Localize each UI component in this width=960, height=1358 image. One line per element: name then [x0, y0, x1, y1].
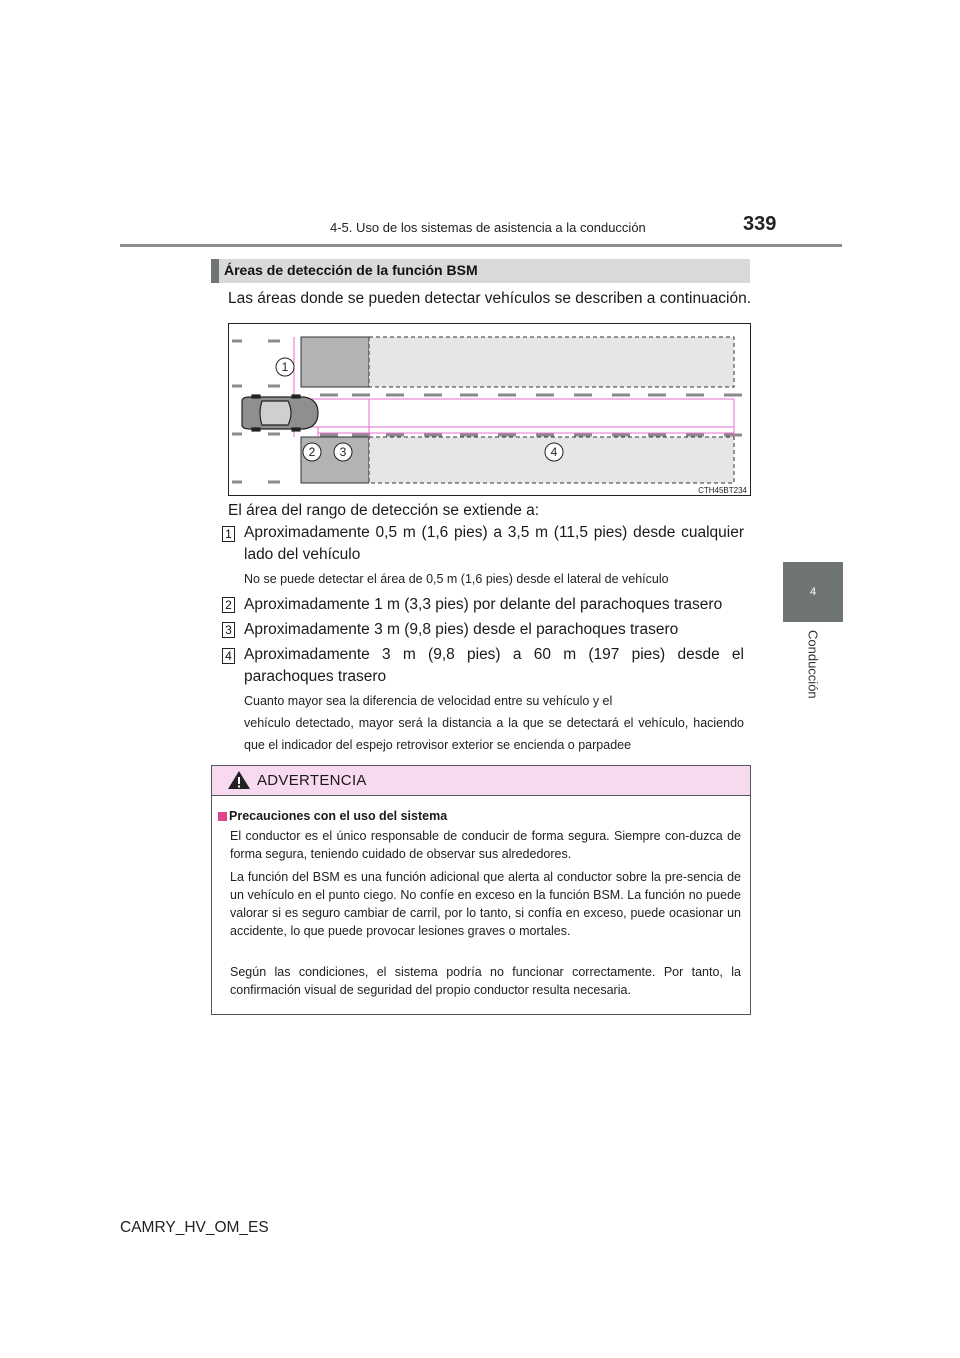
item-2-number: 2 [222, 597, 235, 613]
svg-text:4: 4 [550, 445, 558, 459]
marker-2 [303, 443, 321, 461]
zone-near-left [301, 337, 369, 387]
item-4-note-line-1: Cuanto mayor sea la diferencia de velocidad entre su vehículo y el [244, 694, 613, 708]
item-2-text: Aproximadamente 1 m (3,3 pies) por delante del parachoques trasero [244, 596, 723, 613]
item-1-note: No se puede detectar el área de 0,5 m (1,6 pies) desde el lateral de vehículo [244, 572, 669, 586]
warning-bullet-square-icon [218, 812, 227, 821]
figure-code: CTH45BT234 [698, 486, 747, 495]
chapter-tab [783, 562, 843, 622]
range-intro: El área del rango de detección se extiende a: [228, 502, 540, 519]
warning-paragraph-1: El conductor es el único responsable de conducir de forma segura. Siempre con-duzca de forma segura, teniendo cuidado de observar sus alrededores. [230, 829, 741, 861]
item-1-number: 1 [222, 526, 235, 542]
chapter-label: Conducción [805, 630, 821, 699]
item-3-text: Aproximadamente 3 m (9,8 pies) desde el parachoques trasero [244, 621, 679, 638]
warning-triangle-icon [227, 770, 251, 790]
page-number: 339 [743, 213, 777, 235]
warning-paragraph-3: Según las condiciones, el sistema podría no funcionar correctamente. Por tanto, la confirmación visual de seguridad del propio conductor resulta necesaria. [230, 965, 741, 997]
item-4-note-line-2: vehículo detectado, mayor será la distancia a la que se detectará el vehículo, haciendo que el indicador del espejo retrovisor exterior se encienda o parpadee [244, 716, 744, 752]
section-intro: Las áreas donde se pueden detectar vehículos se describen a continuación. [228, 290, 752, 307]
warning-subtitle: Precauciones con el uso del sistema [229, 809, 448, 823]
svg-text:3: 3 [339, 445, 347, 459]
document-id: CAMRY_HV_OM_ES [120, 1219, 269, 1236]
warning-title: ADVERTENCIA [257, 772, 367, 789]
chapter-number: 4 [809, 586, 817, 598]
section-title: Áreas de detección de la función BSM [224, 262, 478, 278]
car-icon [242, 395, 318, 431]
item-4-text: Aproximadamente 3 m (9,8 pies) a 60 m (197 pies) desde el parachoques trasero [244, 646, 744, 685]
bsm-detection-diagram [228, 323, 751, 496]
svg-text:1: 1 [281, 360, 289, 374]
item-1-text: Aproximadamente 0,5 m (1,6 pies) a 3,5 m (11,5 pies) desde cualquier lado del vehículo [244, 524, 744, 563]
item-3-number: 3 [222, 622, 235, 638]
header-rule [120, 244, 842, 247]
marker-4 [545, 443, 563, 461]
header-section-path: 4-5. Uso de los sistemas de asistencia a la conducción [330, 220, 646, 235]
marker-1 [276, 358, 294, 376]
svg-text:2: 2 [308, 445, 316, 459]
zone-far-left [369, 337, 734, 387]
warning-paragraph-2: La función del BSM es una función adicional que alerta al conductor sobre la pre-sencia de un vehículo en el punto ciego. No confíe en exceso en la función BSM. La función no puede valorar si es seguro cambiar de carril, por lo tanto, si confía en exceso, puede ocasionar un accidente, lo que puede provocar lesiones graves o mortales. [230, 870, 741, 938]
item-4-number: 4 [222, 648, 235, 664]
marker-3 [334, 443, 352, 461]
